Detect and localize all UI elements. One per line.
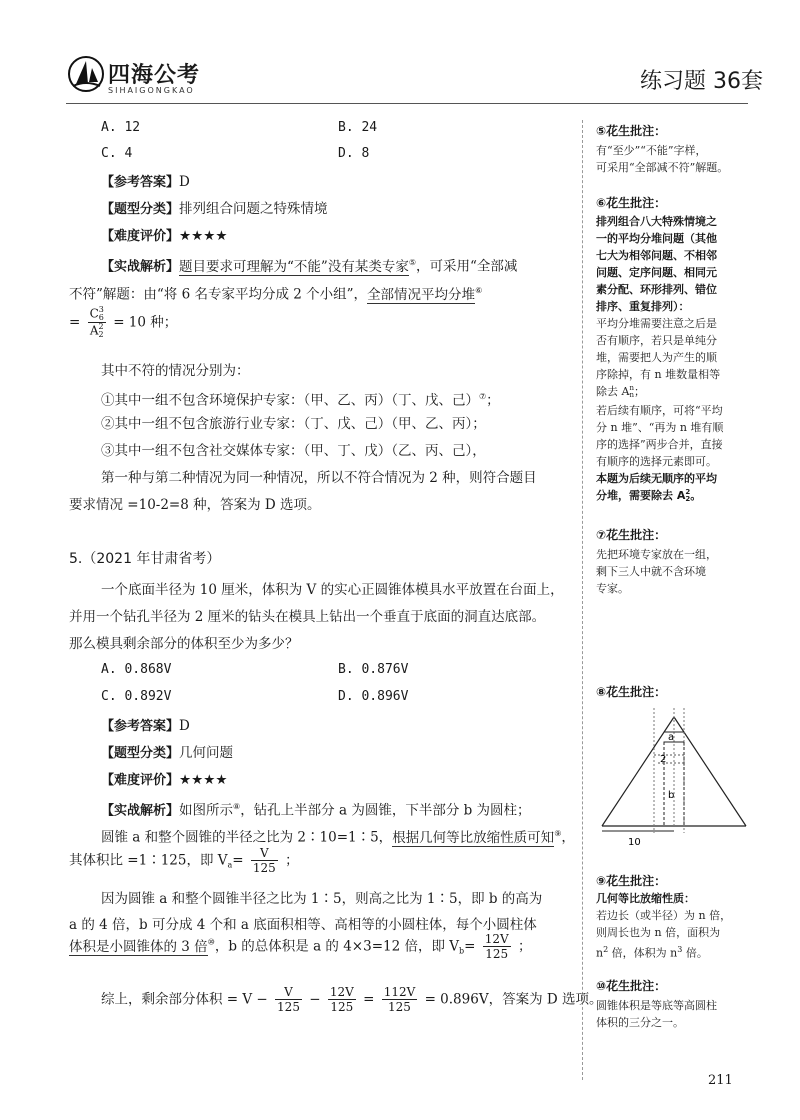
equals-sign: = [232, 852, 244, 869]
answer-value: D [179, 718, 190, 734]
option-a: A. 0.868V [101, 662, 172, 677]
fraction [275, 985, 302, 1014]
solution-text: ，可采用“全部减 [416, 258, 518, 275]
type-line [101, 743, 233, 764]
note-text: 除去 A [596, 385, 630, 398]
type-value: 排列组合问题之特殊情境 [179, 201, 328, 217]
numerator: V [251, 846, 278, 861]
note-text: 序除掉，有 n 堆数量相等 [596, 368, 721, 381]
note-text: 圆锥体积是等底等高圆柱 [596, 999, 717, 1012]
note-text-bold: 排序、重复排列）： [596, 300, 690, 313]
solution-text-underlined: 根据几何等比放缩性质可知 [392, 829, 555, 846]
note-text-bold: 本题为后续无顺序的平均 [596, 472, 717, 485]
sup: n [629, 384, 634, 392]
note-text: n [596, 946, 604, 960]
solution-text: 圆锥 a 和整个圆锥的半径之比为 2∶10=1∶5， [101, 829, 393, 846]
note-title: ⑤花生批注： [596, 124, 667, 138]
note-text: 倍。 [682, 946, 708, 960]
formula-result: = 10 种； [113, 314, 178, 331]
note-ref-10: ⑩ [207, 937, 215, 947]
option-d: D. 8 [338, 146, 370, 161]
cases-intro: 其中不符的情况分别为： [101, 363, 250, 379]
note-text: 先把环境专家放在一组， [596, 548, 717, 561]
solution-text-underlined: 体积是小圆锥体的 3 倍 [69, 938, 208, 955]
note-text [596, 941, 708, 962]
note-text: 分 n 堆”、“再为 n 堆有顺 [596, 421, 724, 434]
margin-divider [582, 120, 583, 1080]
note-ref-7: ⑦ [479, 392, 487, 401]
note-ref-9: ⑨ [554, 829, 562, 838]
note-text-bold: 七大为相邻问题、不相邻 [596, 249, 717, 262]
note-text: 序的选择”两步合并，直接 [596, 438, 723, 451]
denominator: 125 [388, 1000, 411, 1014]
solution-line-2 [101, 824, 575, 848]
note-text: 体积的三分之一。 [596, 1016, 684, 1029]
note-text: 分堆，需要除去 A [596, 489, 686, 502]
fraction [382, 985, 418, 1014]
note-text: 剩下三人中就不含环境 [596, 565, 706, 578]
header-right-title: 练习题 36套 [640, 69, 763, 94]
final-line [101, 985, 602, 1025]
solution-text: 综上，剩余部分体积 = V − [101, 991, 268, 1008]
solution-text: = 0.896V，答案为 D 选项。 [424, 991, 603, 1008]
numerator: V [275, 985, 302, 1000]
solution-text: 其体积比 =1∶125，即 V [69, 852, 228, 869]
note-text: 有顺序的选择元素即可。 [596, 455, 717, 468]
note-text-bold [596, 487, 701, 504]
sub: 6 [98, 313, 104, 322]
logo-sail-icon [68, 56, 104, 92]
equals-sign: = [464, 938, 476, 955]
answer-line [101, 172, 190, 193]
difficulty-stars: ★★★★ [179, 228, 228, 244]
note-title: ⑨花生批注： [596, 874, 667, 888]
solution-line-1 [101, 797, 531, 822]
note-text: 专家。 [596, 582, 629, 595]
solution-text: 题目要求可理解为“不能”没有某类专家 [179, 258, 409, 275]
type-value: 几何问题 [179, 745, 234, 761]
stem-line-2: 并用一个钻孔半径为 2 厘米的钻头在模具上钻出一个垂直于底面的洞直达底部。 [69, 609, 546, 625]
solution-line-4: 因为圆锥 a 和整个圆锥半径之比为 1∶5，则高之比为 1∶5，即 b 的高为 [101, 891, 543, 907]
note-text-bold: 一的平均分堆问题（其他 [596, 232, 717, 245]
option-b: B. 0.876V [338, 662, 409, 677]
sup: 3 [98, 305, 104, 314]
logo-text: 四海公考 [108, 63, 201, 88]
page-number: 211 [708, 1073, 733, 1088]
note-text: 则周长也为 n 倍，面积为 [596, 926, 721, 939]
note-ref-6: ⑥ [475, 286, 483, 295]
solution-text: ，b 的总体积是 a 的 4×3=12 倍，即 V [214, 938, 460, 955]
header-rule [66, 103, 748, 104]
option-b: B. 24 [338, 120, 378, 135]
solution-text: 如图所示 [179, 802, 234, 819]
case-3: ③其中一组不包含社交媒体专家：（甲、丁、戊）（乙、丙、己）， [101, 443, 486, 459]
solution-formula-line [69, 306, 177, 346]
stem-line-3: 那么模具剩余部分的体积至少为多少？ [69, 636, 299, 652]
numerator: 112V [383, 985, 416, 999]
note-title: ⑦花生批注： [596, 528, 667, 542]
minus-sign: − [309, 991, 321, 1008]
type-line [101, 199, 328, 220]
solution-text: ； [285, 852, 299, 869]
difficulty-line [101, 770, 227, 791]
header [0, 0, 800, 110]
fraction [328, 985, 356, 1014]
solution-line-3 [69, 846, 299, 882]
note-title: ⑥花生批注： [596, 196, 667, 210]
note-text-bold: 排列组合八大特殊情境之 [596, 215, 717, 228]
note-text [596, 383, 645, 400]
stem-line-1: 一个底面半径为 10 厘米，体积为 V 的实心正圆锥体模具水平放置在台面上， [101, 582, 564, 598]
fraction [483, 932, 511, 961]
option-d: D. 0.896V [338, 689, 409, 704]
arrangement-a: A [89, 323, 99, 338]
denominator: 125 [277, 1000, 300, 1014]
sub: a [227, 860, 233, 870]
numerator: 12V [484, 932, 509, 946]
label-2: 2 [660, 754, 667, 765]
equals-sign: = [69, 314, 81, 331]
denominator: 125 [485, 947, 509, 961]
solution-text: ，钻孔上半部分 a 为圆锥，下半部分 b 为圆柱； [240, 802, 531, 819]
note-text: 堆，需要把人为产生的顺 [596, 351, 717, 364]
solution-tag: 【实战解析】 [101, 259, 180, 275]
note-text: 倍，体积为 n [608, 946, 678, 960]
difficulty-line [101, 226, 227, 247]
logo-subtitle: SIHAIGONGKAO [108, 86, 195, 95]
sub: 2 [685, 495, 691, 503]
label-10: 10 [628, 837, 641, 848]
sup: 2 [685, 488, 691, 496]
answer-tag: 【参考答案】 [101, 719, 180, 734]
note-text-bold: 素分配、环形排列、错位 [596, 283, 717, 296]
equals-sign: = [363, 991, 375, 1008]
type-tag: 【题型分类】 [101, 202, 180, 217]
numerator: 12V [329, 985, 354, 999]
answer-tag: 【参考答案】 [101, 175, 180, 190]
solution-text: ， [561, 829, 575, 846]
cone-diagram [598, 703, 750, 853]
note-ref-8: ⑧ [233, 802, 241, 811]
note-text: 。 [690, 489, 702, 502]
solution-line-2 [69, 281, 482, 305]
note-text: 若边长（或半径）为 n 倍， [596, 909, 732, 922]
case-end: ； [486, 392, 500, 409]
sub: n [629, 391, 634, 399]
option-c: C. 4 [101, 146, 133, 161]
note-text: ； [633, 385, 645, 398]
conclusion-line-2: 要求情况 =10-2=8 种，答案为 D 选项。 [69, 497, 321, 513]
note-text: 若后续有顺序，可将“平均 [596, 404, 723, 417]
label-b: b [668, 790, 675, 801]
difficulty-stars: ★★★★ [179, 772, 228, 788]
answer-value: D [179, 174, 190, 190]
fraction [88, 306, 106, 339]
fraction [251, 846, 278, 875]
difficulty-tag: 【难度评价】 [101, 773, 180, 788]
case-text: ①其中一组不包含环境保护专家：（甲、乙、丙）（丁、戊、己） [101, 392, 479, 409]
sub: b [459, 946, 465, 956]
solution-line-6 [69, 932, 531, 968]
option-a: A. 12 [101, 120, 141, 135]
note-text: 可采用“全部减不符”解题。 [596, 161, 729, 174]
label-a: a [668, 732, 675, 743]
answer-line [101, 716, 190, 737]
sup: 3 [677, 945, 683, 954]
note-text: 否有顺序，若只是单纯分 [596, 334, 717, 347]
note-text-bold: 几何等比放缩性质： [596, 892, 695, 905]
note-text-bold: 问题、定序问题、相同元 [596, 266, 717, 279]
question-title: 5.（2021 年甘肃省考） [69, 551, 221, 567]
solution-text: 不符”解题：由“将 6 名专家平均分成 2 个小组”， [69, 286, 368, 303]
difficulty-tag: 【难度评价】 [101, 229, 180, 244]
solution-line-5: a 的 4 倍，b 可分成 4 个和 a 底面积相等、高相等的小圆柱体，每个小圆柱体 [69, 917, 537, 933]
denominator: 125 [330, 1000, 354, 1014]
case-2: ②其中一组不包含旅游行业专家：（丁、戊、己）（甲、乙、丙）； [101, 416, 486, 432]
note-title: ⑧花生批注： [596, 685, 667, 699]
conclusion-line-1: 第一种与第二种情况为同一种情况，所以不符合情况为 2 种，则符合题目 [101, 470, 537, 486]
solution-text-underlined: 全部情况平均分堆 [367, 286, 476, 303]
type-tag: 【题型分类】 [101, 746, 180, 761]
denominator: 125 [252, 861, 276, 875]
combination-c: C [89, 306, 99, 321]
solution-tag: 【实战解析】 [101, 803, 180, 819]
sub: 2 [98, 330, 104, 339]
note-title: ⑩花生批注： [596, 979, 667, 993]
solution-text: ； [517, 938, 532, 955]
note-text: 平均分堆需要注意之后是 [596, 317, 717, 330]
note-text: 有“至少”“不能”字样， [596, 144, 707, 157]
sup: 2 [603, 945, 609, 954]
sup: 2 [98, 322, 104, 331]
option-c: C. 0.892V [101, 689, 172, 704]
note-ref-5: ⑤ [408, 258, 416, 267]
case-1 [101, 387, 500, 411]
solution-line-1 [101, 253, 517, 278]
